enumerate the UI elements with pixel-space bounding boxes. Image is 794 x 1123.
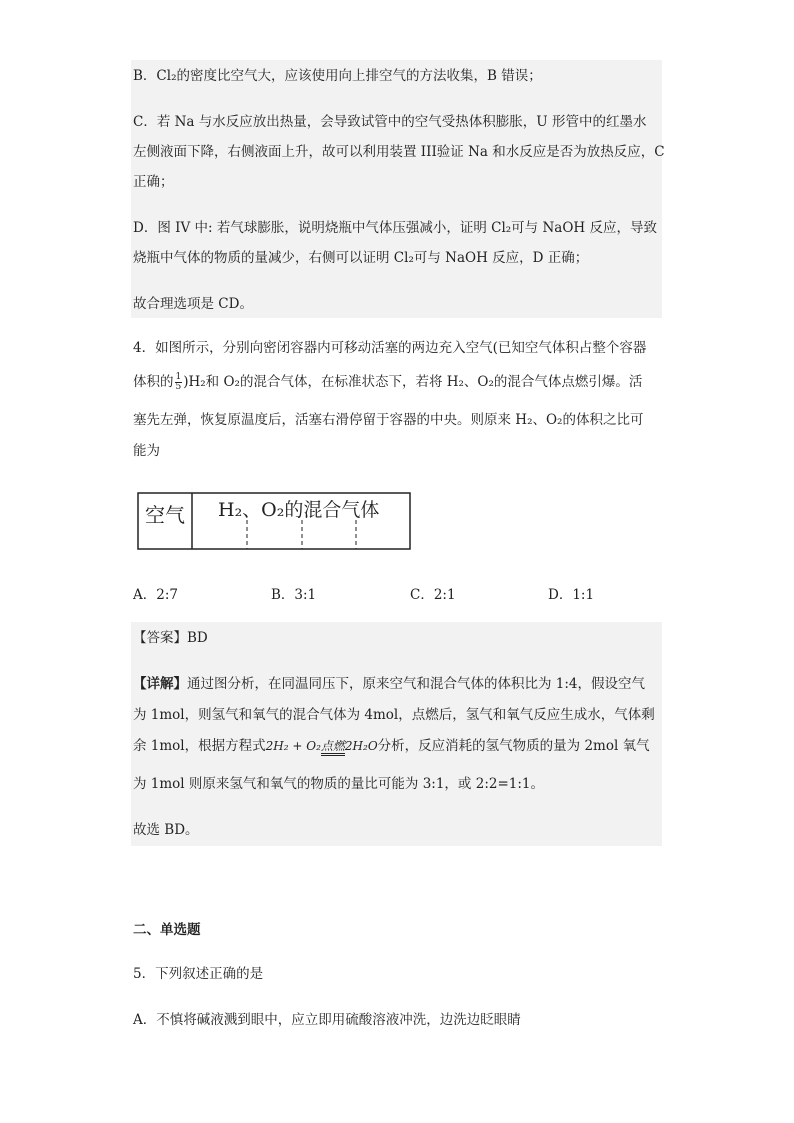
equation-condition: 点燃 xyxy=(321,739,345,756)
question-5-stem: 5．下列叙述正确的是 xyxy=(133,966,264,982)
question-4-line4: 能为 xyxy=(133,443,160,459)
option-c: C．2:1 xyxy=(410,587,456,603)
detail-line4: 为 1mol 则原来氢气和氧气的物质的量比可能为 3:1，或 2:2=1:1。 xyxy=(133,776,544,792)
answer-label: 【答案】 xyxy=(133,630,187,646)
analysis-option-c-line1: C．若 Na 与水反应放出热量，会导致试管中的空气受热体积膨胀，U 形管中的红墨水 xyxy=(133,114,647,130)
analysis-shaded-block xyxy=(131,60,662,318)
answer-value: BD xyxy=(187,630,208,646)
question-4-line2 xyxy=(133,372,642,392)
detail-line1 xyxy=(133,674,645,694)
mixed-gas-label: H₂、O₂的混合气体 xyxy=(218,499,380,521)
detail-line3-pre: 余 1mol，根据方程式 xyxy=(133,738,266,754)
fraction-numerator: 1 xyxy=(175,372,182,382)
option-b: B．3:1 xyxy=(271,587,317,603)
analysis-option-c-line3: 正确； xyxy=(133,174,174,190)
equation-left: 2H₂ + O₂ xyxy=(265,739,321,753)
equation-right: 2H₂O xyxy=(344,739,378,753)
fraction-denominator: 5 xyxy=(175,382,182,392)
answer-line xyxy=(133,628,208,648)
analysis-option-c-line2: 左侧液面下降，右侧液面上升，故可以利用装置 III验证 Na 和水反应是否为放热反应，C xyxy=(133,144,665,160)
detail-text-1: 通过图分析，在同温同压下，原来空气和混合气体的体积比为 1:4，假设空气 xyxy=(187,676,646,692)
air-label: 空气 xyxy=(145,503,185,527)
analysis-conclusion: 故合理选项是 CD。 xyxy=(133,296,253,312)
analysis-option-d-line2: 烧瓶中气体的物质的量减少，右侧可以证明 Cl₂可与 NaOH 反应，D 正确； xyxy=(133,250,589,266)
option-d: D．1:1 xyxy=(548,587,595,603)
analysis-option-b: B．Cl₂的密度比空气大，应该使用向上排空气的方法收集，B 错误； xyxy=(133,68,542,84)
question-5-option-a: A．不慎将碱液溅到眼中，应立即用硫酸溶液冲洗，边洗边眨眼睛 xyxy=(133,1012,521,1028)
question-4-line3: 塞先左弹，恢复原温度后，活塞右滑停留于容器的中央。则原来 H₂、O₂的体积之比可 xyxy=(133,412,644,428)
section-heading: 二、单选题 xyxy=(133,922,201,938)
question-4-line2-pre: 体积的 xyxy=(133,374,174,390)
answer-shaded-block xyxy=(131,622,662,846)
detail-line3-post: 分析，反应消耗的氢气物质的量为 2mol 氧气 xyxy=(377,738,650,754)
detail-line2: 为 1mol，则氢气和氧气的混合气体为 4mol，点燃后，氢气和氧气反应生成水，气体剩 xyxy=(133,707,655,723)
question-4-line1: 4．如图所示，分别向密闭容器内可移动活塞的两边充入空气(已知空气体积占整个容器 xyxy=(133,340,647,356)
fraction-one-fifth xyxy=(175,373,183,392)
final-answer: 故选 BD。 xyxy=(133,822,199,838)
detail-label: 【详解】 xyxy=(133,676,187,692)
detail-line3 xyxy=(133,736,650,756)
container-piston-diagram xyxy=(137,492,413,552)
question-4-line2-post: )H₂和 O₂的混合气体，在标准状态下，若将 H₂、O₂的混合气体点燃引爆。活 xyxy=(183,374,643,390)
analysis-option-d-line1: D．图 IV 中: 若气球膨胀，说明烧瓶中气体压强减小，证明 Cl₂可与 NaOH 反应，导致 xyxy=(133,220,657,236)
option-a: A．2:7 xyxy=(133,587,178,603)
